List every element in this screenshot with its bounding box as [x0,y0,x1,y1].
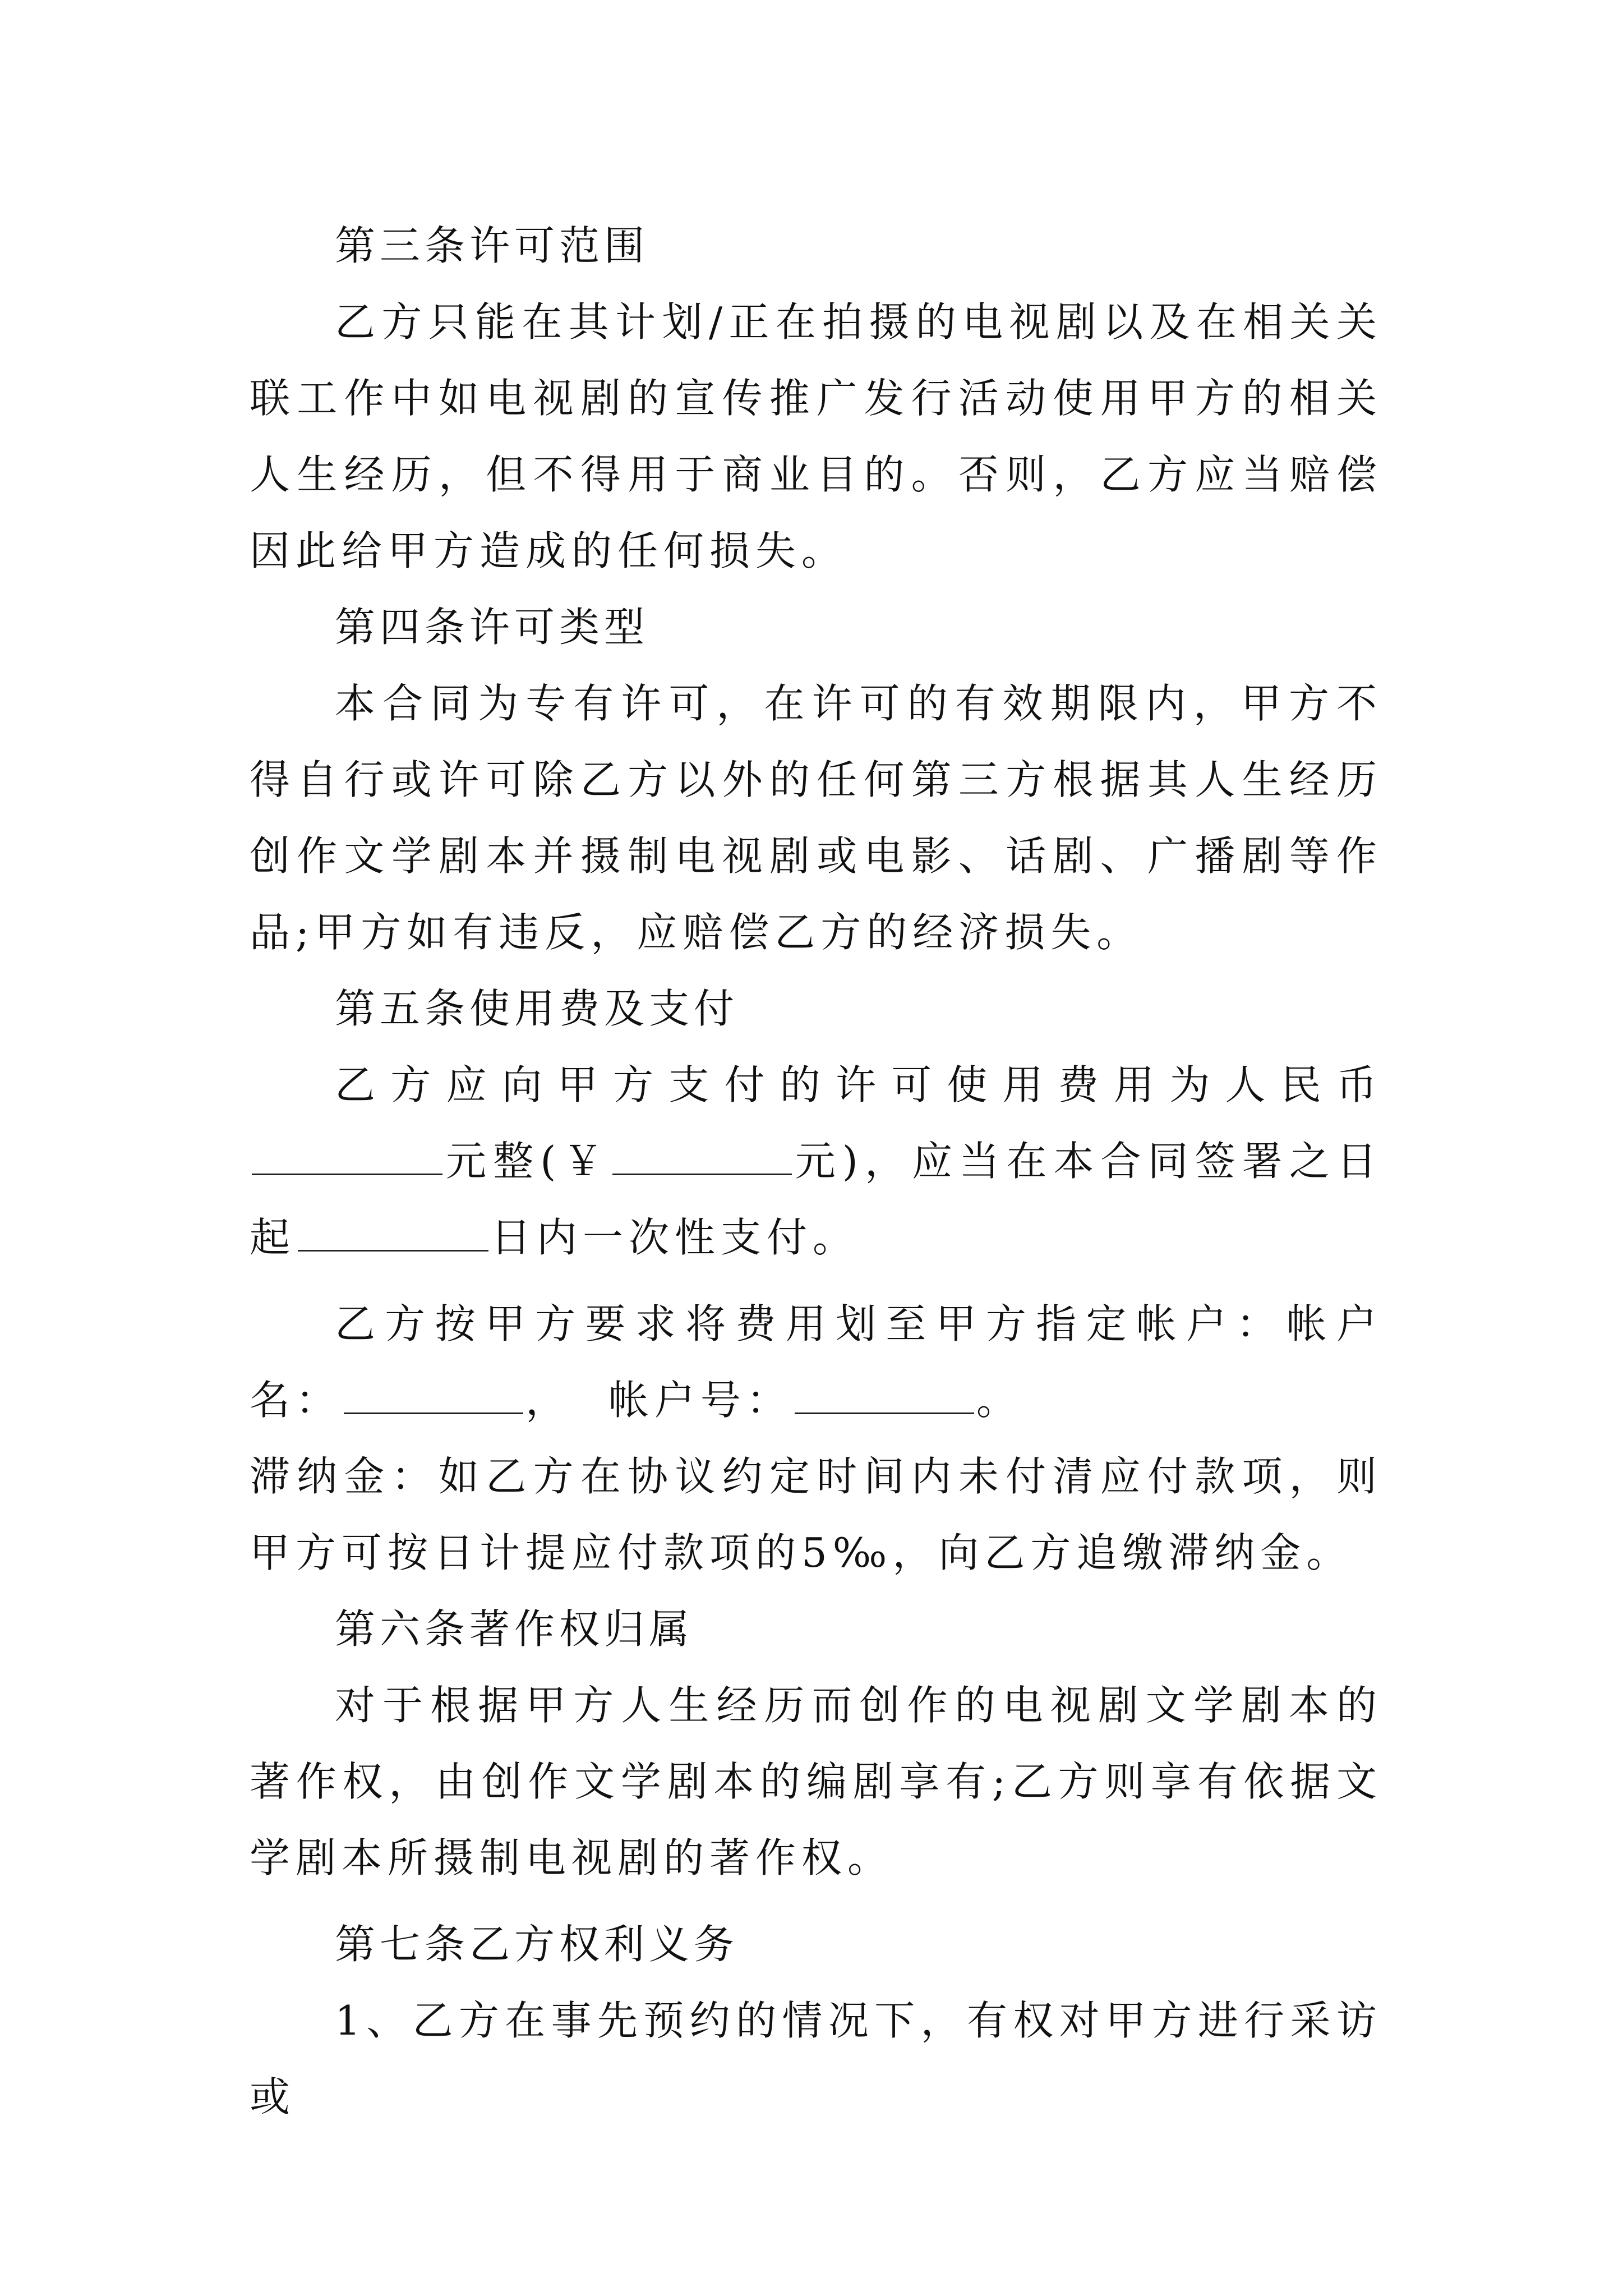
fee-text-b: 元整(￥ [445,1138,610,1185]
section5-heading: 第五条使用费及支付 [335,985,739,1032]
account-name-blank [344,1412,523,1414]
section3-body: 乙方只能在其计划/正在拍摄的电视剧以及在相关关联工作中如电视剧的宣传推广发行活动使用甲方的相关人生经历，但不得用于商业目的。否则，乙方应当赔偿因此给甲方造成的任何损失。 [250,298,1382,574]
section5-account-paragraph [250,1286,1382,1438]
section4-body: 本合同为专有许可，在许可的有效期限内，甲方不得自行或许可除乙方以外的任何第三方根据其人生经历创作文学剧本并摄制电视剧或电影、话剧、广播剧等作品;甲方如有违反，应赔偿乙方的经济损失。 [250,680,1382,956]
section6-body: 对于根据甲方人生经历而创作的电视剧文学剧本的著作权，由创作文学剧本的编剧享有;乙方则享有依据文学剧本所摄制电视剧的著作权。 [250,1682,1382,1881]
account-number-blank [795,1412,974,1414]
section7-heading: 第七条乙方权利义务 [335,1921,739,1968]
section5-fee-paragraph [250,1047,1382,1276]
document-content [250,208,1382,2135]
fee-text-a: 乙方应向甲方支付的许可使用费用为人民币 [335,1061,1382,1108]
account-text-a: 乙方按甲方要求将费用划至甲方指定帐户：帐户名： [250,1300,1382,1424]
paragraph-gap [250,1896,1382,1906]
section3-heading: 第三条许可范围 [335,222,649,269]
fee-amount-blank [252,1173,442,1175]
section4-heading: 第四条许可类型 [335,604,649,651]
section5-late-fee: 滞纳金：如乙方在协议约定时间内未付清应付款项，则甲方可按日计提应付款项的5‰，向乙方追缴滞纳金。 [250,1453,1382,1576]
fee-number-blank [612,1173,792,1175]
payment-days-blank [298,1249,488,1251]
account-text-d: 。 [976,1377,1022,1424]
account-text-b: ， [525,1377,572,1424]
paragraph-gap [250,1276,1382,1286]
fee-text-d: 日内一次性支付。 [491,1214,859,1261]
section7-item1: 1、乙方在事先预约的情况下，有权对甲方进行采访或 [250,1997,1382,2120]
section6-heading: 第六条著作权归属 [335,1605,694,1653]
fee-text-c: 元)，应当在本合同签署之日起 [250,1138,1382,1261]
account-text-c: 帐户号： [608,1377,792,1424]
